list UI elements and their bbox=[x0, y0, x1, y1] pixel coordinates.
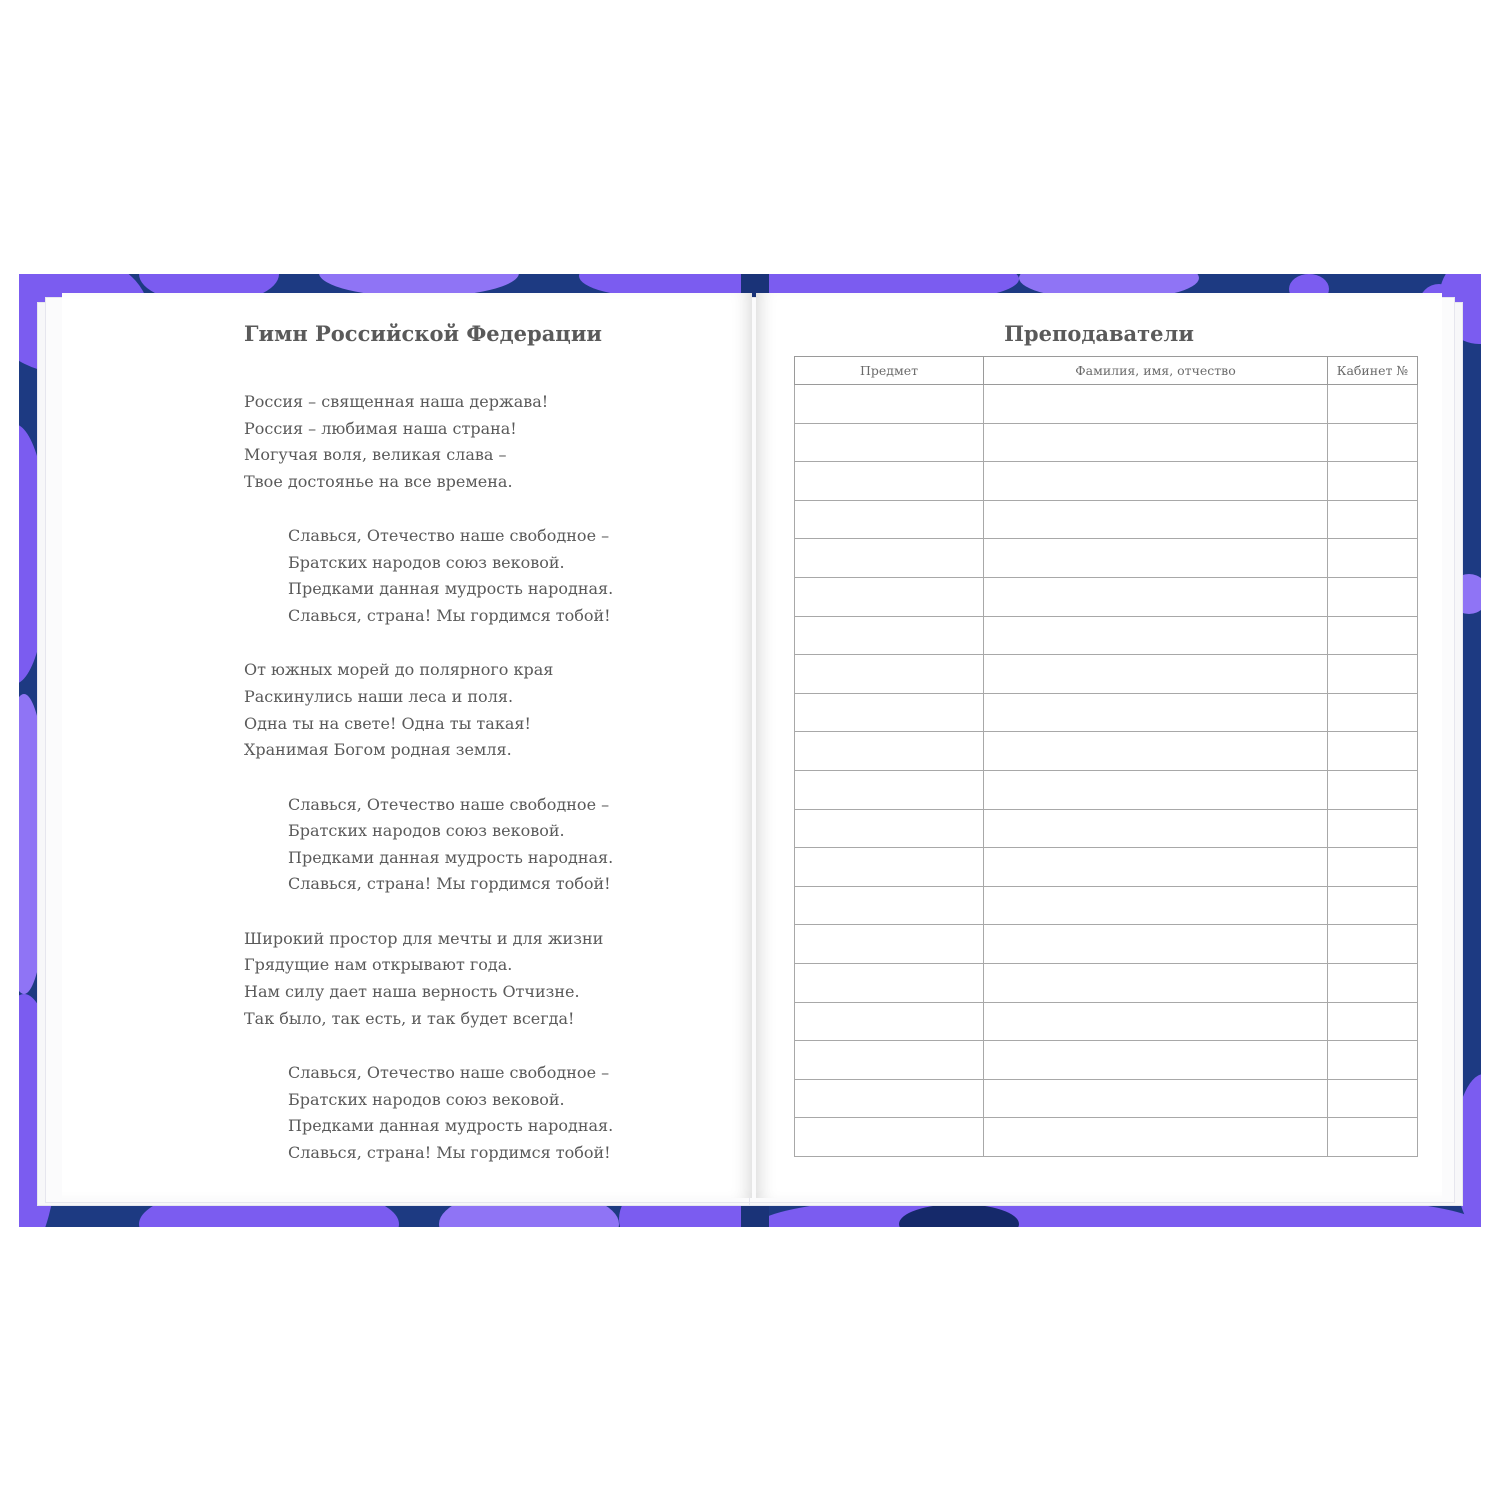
teachers-title: Преподаватели bbox=[1004, 321, 1194, 346]
subject-cell[interactable] bbox=[795, 1118, 984, 1157]
full-name-cell[interactable] bbox=[984, 1118, 1328, 1157]
table-row bbox=[795, 809, 1418, 848]
table-row bbox=[795, 1079, 1418, 1118]
anthem-line: Так было, так есть, и так будет всегда! bbox=[244, 1008, 575, 1028]
subject-cell[interactable] bbox=[795, 886, 984, 925]
subject-cell[interactable] bbox=[795, 655, 984, 694]
table-row bbox=[795, 500, 1418, 539]
table-row bbox=[795, 1041, 1418, 1080]
table-row bbox=[795, 963, 1418, 1002]
anthem-line: Россия – любимая наша страна! bbox=[244, 418, 517, 438]
teachers-table bbox=[794, 356, 1418, 1157]
table-row bbox=[795, 770, 1418, 809]
anthem-line: Братских народов союз вековой. bbox=[288, 552, 565, 572]
anthem-line: Предками данная мудрость народная. bbox=[288, 579, 614, 599]
full-name-cell[interactable] bbox=[984, 462, 1328, 501]
subject-cell[interactable] bbox=[795, 963, 984, 1002]
table-row bbox=[795, 577, 1418, 616]
anthem-line: Хранимая Богом родная земля. bbox=[244, 740, 512, 760]
room-cell[interactable] bbox=[1328, 1118, 1418, 1157]
room-cell[interactable] bbox=[1328, 886, 1418, 925]
room-cell[interactable] bbox=[1328, 385, 1418, 424]
anthem-verse bbox=[244, 926, 603, 1032]
room-cell[interactable] bbox=[1328, 693, 1418, 732]
column-header-full-name: Фамилия, имя, отчество bbox=[984, 357, 1328, 385]
room-cell[interactable] bbox=[1328, 848, 1418, 887]
room-cell[interactable] bbox=[1328, 577, 1418, 616]
room-cell[interactable] bbox=[1328, 1002, 1418, 1041]
subject-cell[interactable] bbox=[795, 809, 984, 848]
room-cell[interactable] bbox=[1328, 500, 1418, 539]
table-row bbox=[795, 539, 1418, 578]
table-row bbox=[795, 462, 1418, 501]
anthem-line: Нам силу дает наша верность Отчизне. bbox=[244, 981, 580, 1001]
table-row bbox=[795, 848, 1418, 887]
table-row bbox=[795, 423, 1418, 462]
anthem-line: Грядущие нам открывают года. bbox=[244, 955, 513, 975]
anthem-line: Россия – священная наша держава! bbox=[244, 392, 549, 411]
subject-cell[interactable] bbox=[795, 539, 984, 578]
room-cell[interactable] bbox=[1328, 616, 1418, 655]
table-row bbox=[795, 1118, 1418, 1157]
room-cell[interactable] bbox=[1328, 1079, 1418, 1118]
room-cell[interactable] bbox=[1328, 539, 1418, 578]
anthem-line: Славься, страна! Мы гордимся тобой! bbox=[288, 1142, 611, 1162]
table-row bbox=[795, 655, 1418, 694]
full-name-cell[interactable] bbox=[984, 886, 1328, 925]
anthem-line: Славься, Отечество наше свободное – bbox=[288, 526, 610, 546]
room-cell[interactable] bbox=[1328, 732, 1418, 771]
full-name-cell[interactable] bbox=[984, 732, 1328, 771]
left-page bbox=[62, 293, 752, 1198]
anthem-line: Славься, страна! Мы гордимся тобой! bbox=[288, 874, 611, 894]
room-cell[interactable] bbox=[1328, 963, 1418, 1002]
right-page bbox=[756, 293, 1442, 1198]
teachers-table-header bbox=[795, 357, 1418, 385]
column-header-subject: Предмет bbox=[795, 357, 984, 385]
full-name-cell[interactable] bbox=[984, 925, 1328, 964]
subject-cell[interactable] bbox=[795, 732, 984, 771]
full-name-cell[interactable] bbox=[984, 500, 1328, 539]
table-row bbox=[795, 616, 1418, 655]
anthem-line: Братских народов союз вековой. bbox=[288, 1089, 565, 1109]
full-name-cell[interactable] bbox=[984, 655, 1328, 694]
anthem-line: Могучая воля, великая слава – bbox=[244, 445, 507, 465]
full-name-cell[interactable] bbox=[984, 693, 1328, 732]
anthem-line: Славься, Отечество наше свободное – bbox=[288, 1063, 610, 1082]
room-cell[interactable] bbox=[1328, 770, 1418, 809]
anthem-chorus bbox=[288, 792, 613, 898]
full-name-cell[interactable] bbox=[984, 577, 1328, 616]
room-cell[interactable] bbox=[1328, 423, 1418, 462]
table-row bbox=[795, 732, 1418, 771]
full-name-cell[interactable] bbox=[984, 963, 1328, 1002]
subject-cell[interactable] bbox=[795, 500, 984, 539]
subject-cell[interactable] bbox=[795, 385, 984, 424]
subject-cell[interactable] bbox=[795, 462, 984, 501]
room-cell[interactable] bbox=[1328, 462, 1418, 501]
full-name-cell[interactable] bbox=[984, 385, 1328, 424]
full-name-cell[interactable] bbox=[984, 423, 1328, 462]
room-cell[interactable] bbox=[1328, 809, 1418, 848]
anthem-line: Предками данная мудрость народная. bbox=[288, 1116, 614, 1136]
full-name-cell[interactable] bbox=[984, 770, 1328, 809]
table-row bbox=[795, 1002, 1418, 1041]
anthem-chorus bbox=[288, 523, 613, 629]
anthem-chorus bbox=[288, 1060, 613, 1166]
full-name-cell[interactable] bbox=[984, 616, 1328, 655]
full-name-cell[interactable] bbox=[984, 848, 1328, 887]
anthem-line: Раскинулись наши леса и поля. bbox=[244, 686, 514, 706]
column-header-room: Кабинет № bbox=[1328, 357, 1418, 385]
subject-cell[interactable] bbox=[795, 1041, 984, 1080]
anthem-verse bbox=[244, 389, 548, 495]
anthem-line: Широкий простор для мечты и для жизни bbox=[244, 928, 604, 948]
anthem-line: Братских народов союз вековой. bbox=[288, 821, 565, 841]
anthem-title: Гимн Российской Федерации bbox=[244, 321, 602, 346]
subject-cell[interactable] bbox=[795, 848, 984, 887]
anthem-line: Славься, страна! Мы гордимся тобой! bbox=[288, 605, 611, 625]
table-row bbox=[795, 385, 1418, 424]
full-name-cell[interactable] bbox=[984, 539, 1328, 578]
anthem-line: Одна ты на свете! Одна ты такая! bbox=[244, 713, 531, 733]
subject-cell[interactable] bbox=[795, 770, 984, 809]
room-cell[interactable] bbox=[1328, 925, 1418, 964]
anthem-line: От южных морей до полярного края bbox=[244, 660, 554, 680]
subject-cell[interactable] bbox=[795, 693, 984, 732]
full-name-cell[interactable] bbox=[984, 1002, 1328, 1041]
full-name-cell[interactable] bbox=[984, 809, 1328, 848]
anthem-verse bbox=[244, 657, 553, 763]
room-cell[interactable] bbox=[1328, 1041, 1418, 1080]
subject-cell[interactable] bbox=[795, 577, 984, 616]
anthem-line: Твое достоянье на все времена. bbox=[244, 471, 513, 491]
subject-cell[interactable] bbox=[795, 925, 984, 964]
table-row bbox=[795, 693, 1418, 732]
full-name-cell[interactable] bbox=[984, 1041, 1328, 1080]
full-name-cell[interactable] bbox=[984, 1079, 1328, 1118]
subject-cell[interactable] bbox=[795, 423, 984, 462]
subject-cell[interactable] bbox=[795, 616, 984, 655]
anthem-line: Предками данная мудрость народная. bbox=[288, 847, 614, 867]
table-row bbox=[795, 925, 1418, 964]
subject-cell[interactable] bbox=[795, 1002, 984, 1041]
room-cell[interactable] bbox=[1328, 655, 1418, 694]
anthem-line: Славься, Отечество наше свободное – bbox=[288, 794, 610, 814]
table-row bbox=[795, 886, 1418, 925]
subject-cell[interactable] bbox=[795, 1079, 984, 1118]
